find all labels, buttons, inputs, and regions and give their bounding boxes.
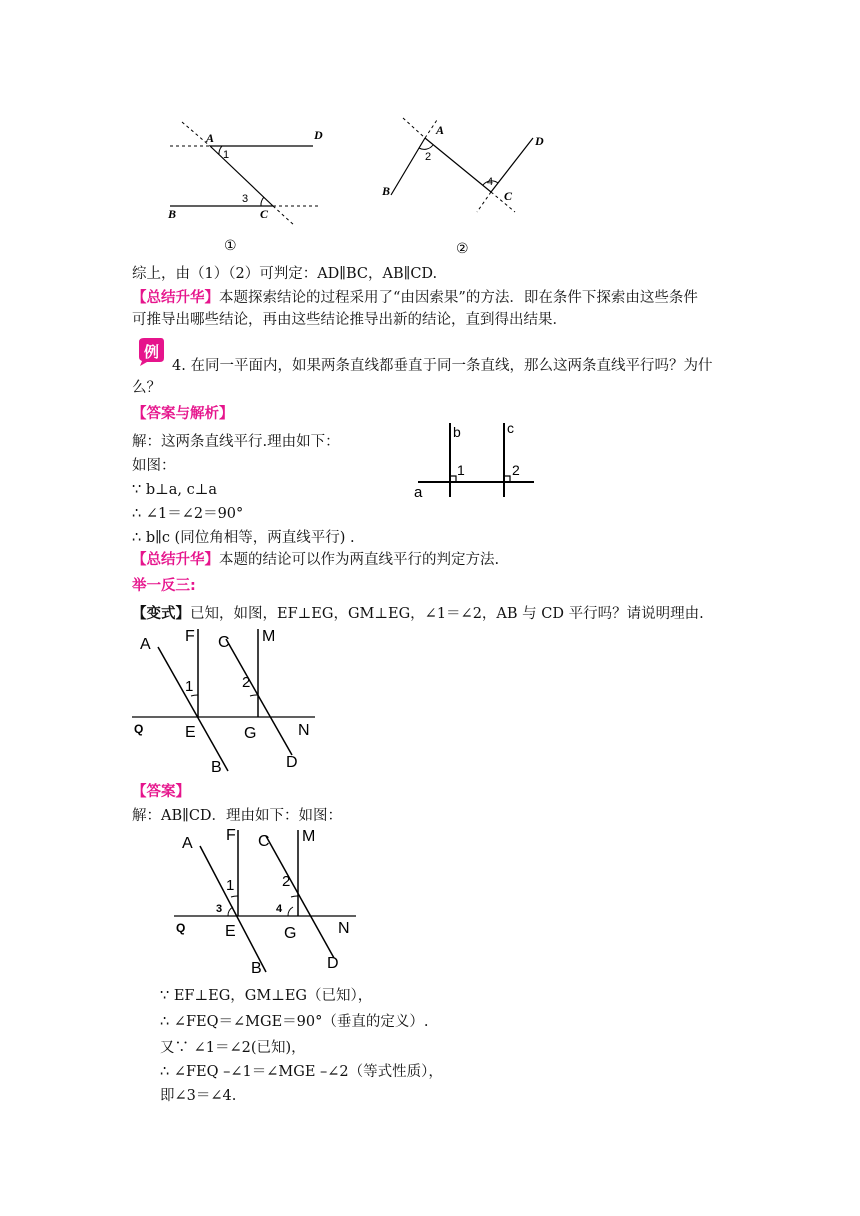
fig1-caption: ① (224, 237, 237, 253)
variant-text: 已知，如图，EF⊥EG，GM⊥EG，∠1＝∠2，AB 与 CD 平行吗？请说明理由. (190, 606, 704, 622)
fig4-label-1: 1 (185, 678, 194, 695)
fig3-label-c: c (507, 420, 514, 436)
fig2-label-4: 4 (487, 176, 494, 188)
solution-line-1: 解：这两条直线平行.理由如下： (132, 434, 340, 450)
figure-4 (130, 625, 330, 775)
fig5-label-a: A (182, 835, 193, 852)
fig1-label-c: C (260, 207, 269, 221)
example-badge-label: 例 (144, 344, 160, 361)
fig5-label-n: N (338, 920, 350, 937)
solution-line-5: ∴ b∥c (同位角相等，两直线平行) . (132, 530, 355, 546)
figure-5 (170, 826, 370, 976)
answer-tag: 【答案】 (132, 784, 190, 800)
fig3-label-b: b (453, 424, 461, 440)
fig3-label-2: 2 (512, 462, 520, 478)
fig1-label-d: D (314, 128, 323, 142)
proof-line-2: ∴ ∠FEQ＝∠MGE＝90°（垂直的定义）. (160, 1014, 429, 1030)
example-badge-icon (135, 336, 165, 366)
variant-tag: 【变式】 (132, 605, 190, 622)
fig3-label-1: 1 (457, 462, 465, 478)
fig4-label-q: Q (134, 722, 144, 736)
summary-1-tag: 【总结升华】 (132, 290, 219, 306)
fig4-label-f: F (185, 628, 195, 645)
answer-analysis-tag: 【答案与解析】 (132, 406, 234, 422)
summary-1-cont: 可推导出哪些结论，再由这些结论推导出新的结论，直到得出结果． (132, 312, 567, 328)
fig4-label-e: E (185, 724, 196, 741)
summary-1-text: 本题探索结论的过程采用了“由因索果”的方法．即在条件下探索由这些条件 (219, 290, 698, 306)
answer-line-1: 解：AB∥CD．理由如下：如图： (132, 808, 343, 824)
fig5-label-3: 3 (216, 903, 223, 915)
fig4-label-m: M (262, 628, 276, 645)
proof-line-5: 即∠3＝∠4. (160, 1088, 237, 1104)
fig2-caption: ② (456, 240, 469, 256)
fig4-label-2: 2 (242, 674, 251, 691)
fig4-label-c: C (218, 634, 230, 651)
fig5-label-2: 2 (282, 873, 291, 890)
fig5-label-d: D (327, 955, 339, 972)
fig5-label-e: E (225, 923, 236, 940)
summary-2-text: 本题的结论可以作为两直线平行的判定方法. (219, 552, 500, 568)
fig1-label-a: A (206, 131, 215, 145)
fig2-label-c: C (504, 189, 513, 203)
fig4-label-b: B (211, 759, 222, 775)
fig5-label-b: B (251, 960, 262, 976)
fig2-label-b: B (382, 184, 391, 198)
fig5-label-c: C (258, 833, 270, 850)
fig4-label-n: N (298, 722, 310, 739)
fig5-label-m: M (302, 828, 316, 845)
fig4-label-d: D (286, 754, 298, 771)
solution-line-2: 如图： (132, 458, 176, 474)
figure-3 (410, 415, 545, 505)
fig5-label-4: 4 (276, 903, 283, 915)
question-4-cont: 么？ (132, 380, 161, 396)
proof-line-4: ∴ ∠FEQ –∠1＝∠MGE –∠2（等式性质）， (160, 1064, 443, 1080)
fig2-label-a: A (436, 123, 445, 137)
fig5-label-g: G (284, 925, 297, 942)
fig2-label-2: 2 (425, 151, 432, 163)
figure-1 (160, 110, 330, 260)
fig1-label-3: 3 (242, 193, 249, 205)
summary-2 (132, 550, 499, 570)
solution-line-4: ∴ ∠1＝∠2＝90° (132, 506, 244, 522)
fig1-label-1: 1 (223, 149, 230, 161)
summary-2-tag: 【总结升华】 (132, 552, 219, 568)
fig4-label-g: G (244, 725, 257, 742)
fig5-label-f: F (226, 827, 236, 844)
fig4-label-a: A (140, 636, 151, 653)
figure-2 (375, 110, 555, 260)
fig5-label-q: Q (176, 921, 186, 935)
conclusion-line: 综上，由（1）（2）可判定：AD∥BC，AB∥CD. (132, 266, 438, 282)
fig2-label-d: D (535, 134, 544, 148)
proof-line-3: 又∵ ∠1＝∠2(已知)， (160, 1040, 306, 1056)
question-4: 4. 在同一平面内，如果两条直线都垂直于同一条直线，那么这两条直线平行吗？为什 (172, 358, 713, 374)
solution-line-3: ∵ b⊥a, c⊥a (132, 482, 218, 498)
fig1-label-b: B (168, 207, 177, 221)
fig5-label-1: 1 (226, 877, 235, 894)
fig3-label-a: a (414, 484, 423, 501)
summary-1 (132, 288, 698, 308)
practice-tag: 举一反三: (132, 578, 196, 594)
variant-line (132, 604, 704, 624)
proof-line-1: ∵ EF⊥EG，GM⊥EG（已知）， (160, 988, 373, 1004)
